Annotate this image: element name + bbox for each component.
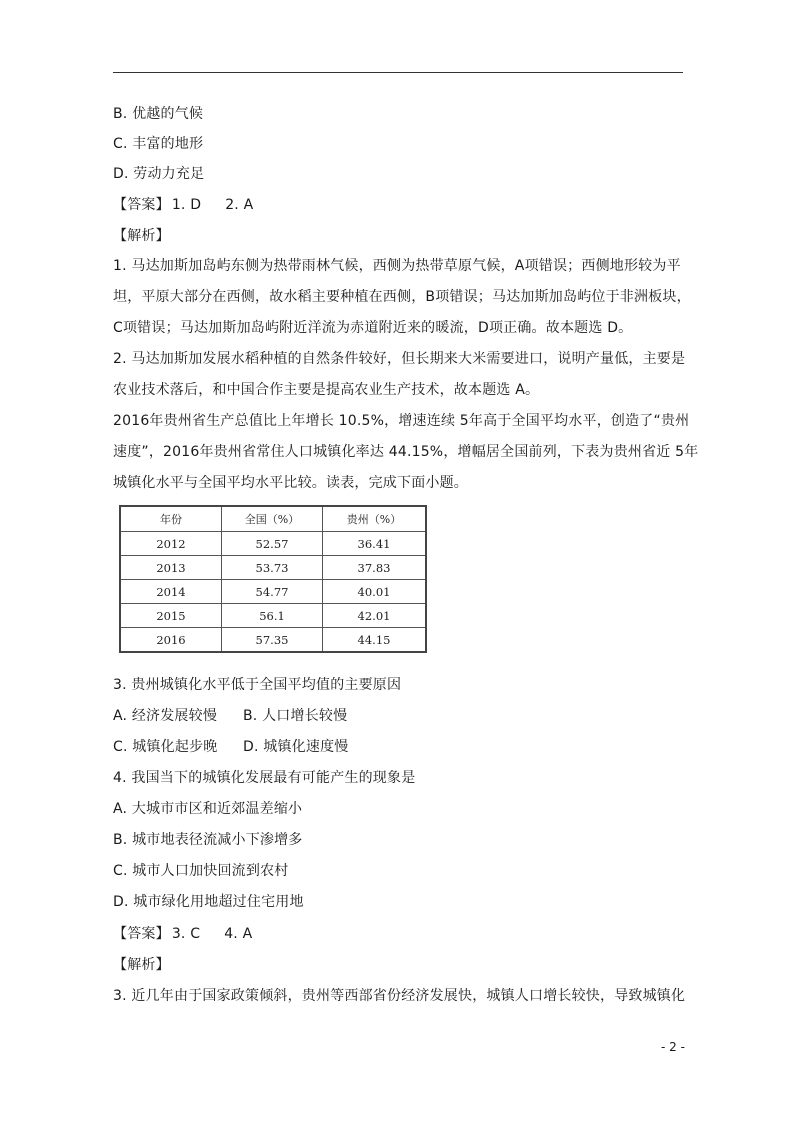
column-header-guizhou: 贵州（%） [323, 506, 427, 532]
intro-line-1: 2016年贵州省生产总值比上年增长 10.5%，增速连续 5年高于全国平均水平，创造了“贵州 [113, 413, 690, 429]
table-row [120, 532, 426, 556]
national-cell: 56.1 [222, 604, 323, 628]
table-row [120, 628, 426, 653]
question-4-option-d: D. 城市绿化用地超过住宅用地 [113, 894, 304, 910]
option-b: B. 优越的气候 [113, 106, 204, 122]
analysis-label-2: 【解析】 [113, 957, 170, 973]
answer-4: 4. A [224, 926, 253, 942]
question-3-options-ab [113, 706, 693, 726]
explanation-1-line-3: C项错误；马达加斯加岛屿附近洋流为赤道附近来的暖流，D项正确。故本题选 D。 [113, 320, 633, 336]
national-cell: 53.73 [222, 556, 323, 580]
answer-label: 【答案】 [113, 926, 170, 942]
question-3-option-c: C. 城镇化起步晚 [113, 739, 218, 755]
year-cell: 2015 [120, 604, 222, 628]
question-4-option-a: A. 大城市市区和近郊温差缩小 [113, 801, 303, 817]
question-4-stem: 4. 我国当下的城镇化发展最有可能产生的现象是 [113, 770, 416, 786]
page-number: - 2 - [661, 1040, 685, 1054]
question-3-option-a: A. 经济发展较慢 [113, 708, 218, 724]
column-header-national: 全国（%） [222, 506, 323, 532]
analysis-label-1: 【解析】 [113, 228, 170, 244]
intro-line-3: 城镇化水平与全国平均水平比较。读表，完成下面小题。 [113, 475, 468, 491]
guizhou-cell: 36.41 [323, 532, 427, 556]
answer-2: 2. A [225, 197, 254, 213]
intro-line-2: 速度”，2016年贵州省常住人口城镇化率达 44.15%，增幅居全国前列，下表为贵州省近 5年 [113, 444, 699, 460]
national-cell: 52.57 [222, 532, 323, 556]
table-header-row [120, 506, 426, 532]
column-header-year: 年份 [120, 506, 222, 532]
question-3-option-d: D. 城镇化速度慢 [243, 739, 349, 755]
option-c: C. 丰富的地形 [113, 136, 204, 152]
answer-label: 【答案】 [113, 197, 170, 213]
table-row [120, 580, 426, 604]
table-row [120, 604, 426, 628]
year-cell: 2013 [120, 556, 222, 580]
explanation-1-line-2: 坦，平原大部分在西侧，故水稻主要种植在西侧，B项错误；马达加斯加岛屿位于非洲板块， [113, 289, 691, 305]
question-3-stem: 3. 贵州城镇化水平低于全国平均值的主要原因 [113, 677, 402, 693]
year-cell: 2012 [120, 532, 222, 556]
explanation-1-line-1: 1. 马达加斯加岛屿东侧为热带雨林气候，西侧为热带草原气候，A项错误；西侧地形较为平 [113, 258, 681, 274]
question-4-option-c: C. 城市人口加快回流到农村 [113, 863, 289, 879]
table-row [120, 556, 426, 580]
answer-1: 1. D [171, 197, 202, 213]
explanation-2-line-1: 2. 马达加斯加发展水稻种植的自然条件较好，但长期来大米需要进口，说明产量低，主要是 [113, 351, 686, 367]
answer-line-2 [113, 924, 693, 944]
header-rule [113, 72, 683, 73]
year-cell: 2016 [120, 628, 222, 653]
option-d: D. 劳动力充足 [113, 166, 205, 182]
year-cell: 2014 [120, 580, 222, 604]
guizhou-cell: 37.83 [323, 556, 427, 580]
guizhou-cell: 44.15 [323, 628, 427, 653]
question-3-option-b: B. 人口增长较慢 [243, 708, 348, 724]
question-3-options-cd [113, 737, 693, 757]
answer-3: 3. C [171, 926, 201, 942]
answer-line-1 [113, 195, 693, 215]
national-cell: 54.77 [222, 580, 323, 604]
question-4-option-b: B. 城市地表径流减小下渗增多 [113, 832, 303, 848]
national-cell: 57.35 [222, 628, 323, 653]
guizhou-cell: 42.01 [323, 604, 427, 628]
explanation-2-line-2: 农业技术落后，和中国合作主要是提高农业生产技术，故本题选 A。 [113, 382, 540, 398]
urbanization-table [119, 505, 427, 653]
guizhou-cell: 40.01 [323, 580, 427, 604]
explanation-3-line-1: 3. 近几年由于国家政策倾斜，贵州等西部省份经济发展快，城镇人口增长较快，导致城镇化 [113, 988, 686, 1004]
